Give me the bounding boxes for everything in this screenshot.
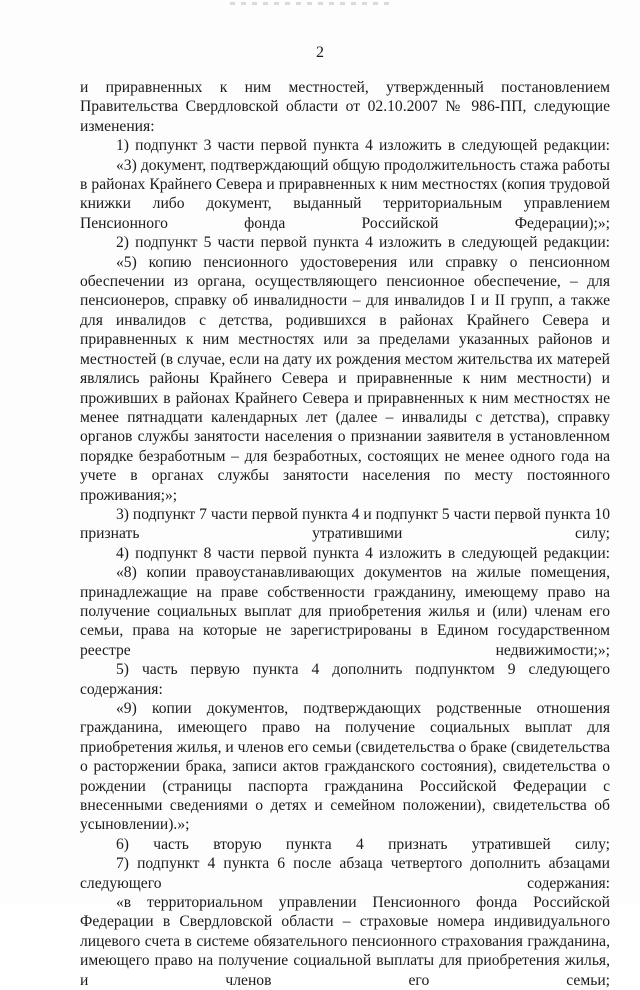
paragraph: «9) копии документов, подтверждающих родственные отношения гражданина, имеющего право на получение социальных выплат для приобретения жилья, и членов его семьи (свидетельства о браке (свидетельства о расторжении брака, записи актов гражданского состояния), свидетельства о рождении (страницы паспорта гражданина Российской Федерации с внесенными сведениями о детях и семейном положении), свидетельства об усыновлении).»; (80, 700, 610, 834)
paragraph: 2) подпункт 5 части первой пункта 4 изложить в следующей редакции: (116, 234, 610, 252)
paragraph: «8) копии правоустанавливающих документов на жилые помещения, принадлежащие на праве собственности гражданину, имеющему право на получение социальных выплат для приобретения жилья и (или) членам его семьи, права на которые не зарегистрированы в Едином государственном реестре недвижимости;»; (80, 564, 610, 659)
paragraph: «5) копию пенсионного удостоверения или справку о пенсионном обеспечении из органа, осуществляющего пенсионное обеспечение, – для пенсионеров, справку об инвалидности – для инвалидов I и II групп, а также для инвалидов с детства, родившихся в районах Крайнего Севера и приравненных к ним местностях или за пределами указанных районов и местностей (в случае, если на дату их рождения местом жительства их матерей являлись районы Крайнего Севера и приравненные к ним местности) и проживших в районах Крайнего Севера и приравненных к ним местностях не менее пятнадцати календарных лет (далее – инвалиды с детства), справку органов службы занятости населения о признании заявителя в установленном порядке безработным – для безработных, состоящих не менее одного года на учете в органах службы занятости населения по месту постоянного проживания;»; (80, 253, 610, 504)
paragraph: 7) подпункт 4 пункта 6 после абзаца четвертого дополнить абзацами следующего содержания: (80, 855, 610, 892)
paragraph: 5) часть первую пункта 4 дополнить подпунктом 9 следующего содержания: (80, 661, 610, 698)
paragraph: «3) документ, подтверждающий общую продолжительность стажа работы в районах Крайнего Севера и приравненных к ним местностях (копия трудовой книжки либо документ, выданный территориальным управлением Пенсионного фонда Российской Федерации);»; (80, 156, 610, 232)
paragraph: 3) подпункт 7 части первой пункта 4 и подпункт 5 части первой пункта 10 признать утратившими силу; (80, 505, 610, 543)
page-number: 2 (316, 44, 324, 61)
scan-artifact (230, 2, 390, 5)
paragraph: 6) часть вторую пункта 4 признать утратившей силу; (116, 835, 610, 853)
paragraph: и приравненных к ним местностей, утвержденный постановлением Правительства Свердловской области от 02.10.2007 № 986-ПП, следующие изменения: (80, 79, 610, 135)
paragraph: 1) подпункт 3 части первой пункта 4 изложить в следующей редакции: (116, 137, 610, 155)
document-body (80, 78, 610, 990)
paragraph: 4) подпункт 8 части первой пункта 4 изложить в следующей редакции: (116, 544, 610, 562)
paragraph: «в территориальном управлении Пенсионного фонда Российской Федерации в Свердловской области – страховые номера индивидуального лицевого счета в системе обязательного пенсионного страхования гражданина, имеющего право на получение социальной выплаты для приобретения жилья, и членов его семьи; (80, 894, 610, 989)
